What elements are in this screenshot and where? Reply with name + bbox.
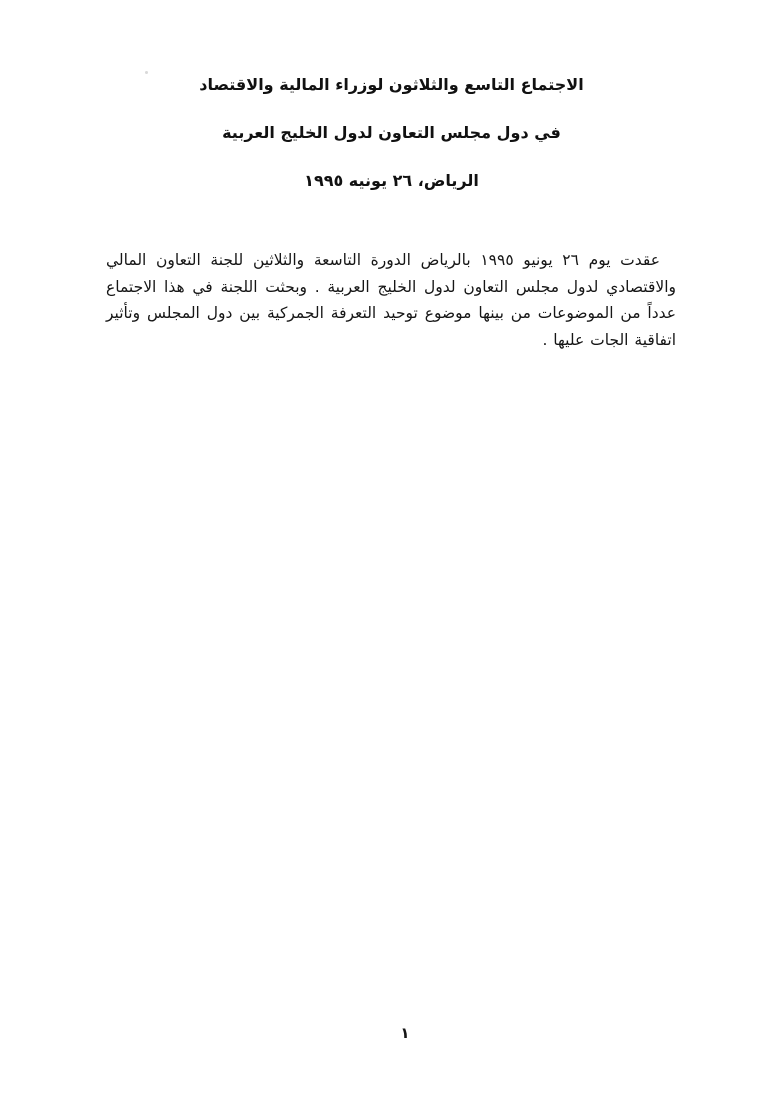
document-title-line-2: في دول مجلس التعاون لدول الخليج العربية — [222, 123, 561, 142]
page-number: ١ — [400, 1024, 410, 1042]
document-title-line-1: الاجتماع التاسع والثلاثون لوزراء المالية والاقتصاد — [199, 75, 584, 94]
document-body-paragraph: عقدت يوم ٢٦ يونيو ١٩٩٥ بالرياض الدورة التاسعة والثلاثين للجنة التعاون المالي والاقتصادي لدول مجلس التعاون لدول الخليج العربية . وبحثت اللجنة في هذا الاجتماع عدداً من الموضوعات من بينها موضوع توحيد التعرفة الجمركية بين دول المجلس وتأثير اتفاقية الجات عليها . — [106, 251, 676, 349]
document-title-block — [0, 74, 783, 218]
document-title-line-3-date-location: الرياض، ٢٦ يونيه ١٩٩٥ — [304, 171, 479, 190]
